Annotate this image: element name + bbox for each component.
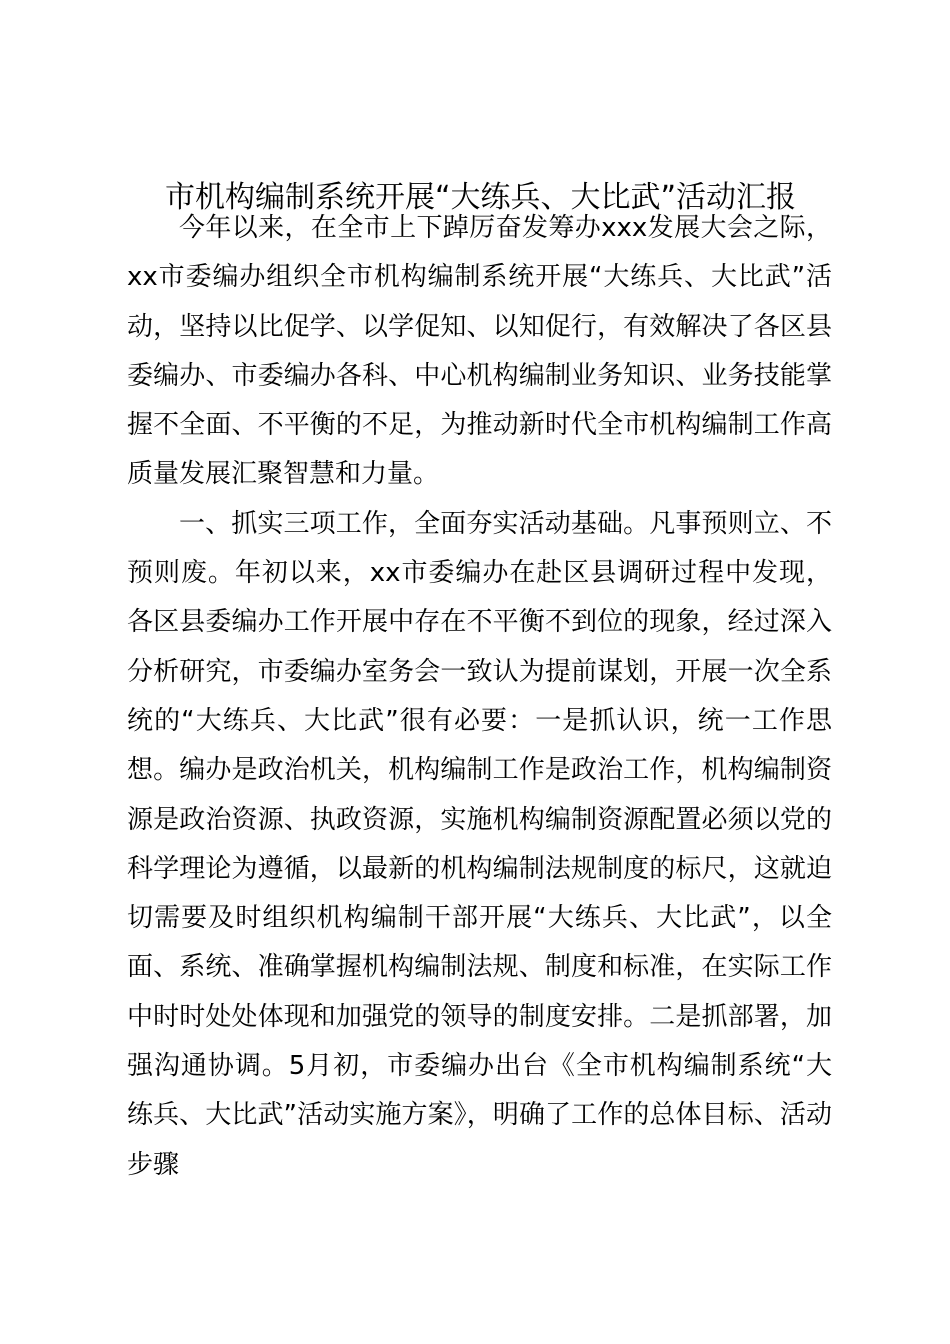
paragraph-section-one: 一、抓实三项工作，全面夯实活动基础。凡事预则立、不预则废。年初以来，xx市委编办在赴区县调研过程中发现，各区县委编办工作开展中存在不平衡不到位的现象，经过深入分析研究，市委编办室务会一致认为提前谋划，开展一次全系统的“大练兵、大比武”很有必要：一是抓认识，统一工作思想。编办是政治机关，机构编制工作是政治工作，机构编制资源是政治资源、执政资源，实施机构编制资源配置必须以党的科学理论为遵循，以最新的机构编制法规制度的标尺，这就迫切需要及时组织机构编制干部开展“大练兵、大比武”，以全面、系统、准确掌握机构编制法规、制度和标准，在实际工作中时时处处体现和加强党的领导的制度安排。二是抓部署，加强沟通协调。5月初，市委编办出台《全市机构编制系统“大练兵、大比武”活动实施方案》，明确了工作的总体目标、活动步骤	[127, 508, 832, 1180]
document-title: 市机构编制系统开展“大练兵、大比武”活动汇报	[164, 180, 797, 215]
paragraph-intro: 今年以来，在全市上下踔厉奋发筹办xxx发展大会之际，xx市委编办组织全市机构编制系统开展“大练兵、大比武”活动，坚持以比促学、以学促知、以知促行，有效解决了各区县委编办、市委编办各科、中心机构编制业务知识、业务技能掌握不全面、不平衡的不足，为推动新时代全市机构编制工作高质量发展汇聚智慧和力量。	[127, 213, 832, 490]
document-body	[127, 204, 832, 1190]
